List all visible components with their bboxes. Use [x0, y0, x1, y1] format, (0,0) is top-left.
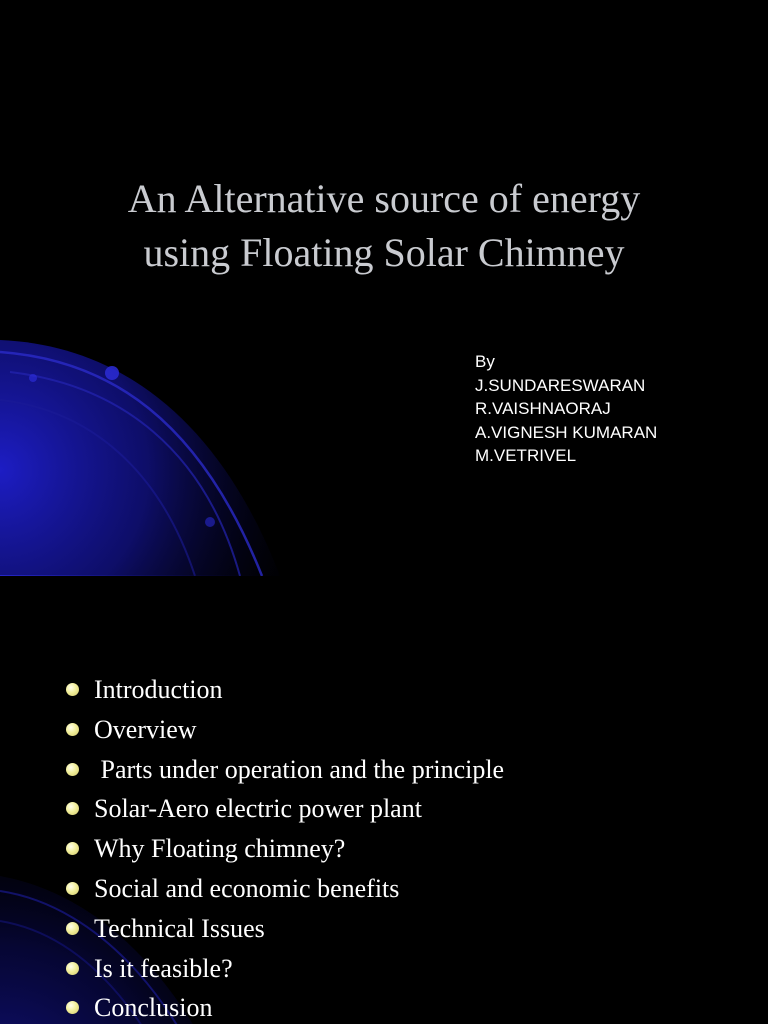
presentation-title — [40, 172, 728, 280]
list-item: Technical Issues — [66, 911, 504, 951]
byline: By — [475, 352, 495, 371]
bullet-icon — [66, 802, 79, 815]
list-item: Introduction — [66, 672, 504, 712]
bullet-icon — [66, 882, 79, 895]
list-item: Why Floating chimney? — [66, 831, 504, 871]
bullet-icon — [66, 1001, 79, 1014]
list-item: Conclusion — [66, 990, 504, 1024]
bullet-icon — [66, 922, 79, 935]
author-name: M.VETRIVEL — [475, 446, 577, 465]
title-line-2: using Floating Solar Chimney — [143, 230, 625, 275]
bullet-icon — [66, 683, 79, 696]
list-item: Solar-Aero electric power plant — [66, 791, 504, 831]
outline-list — [66, 672, 504, 1024]
bullet-icon — [66, 842, 79, 855]
title-line-1: An Alternative source of energy — [127, 176, 641, 221]
list-item: Parts under operation and the principle — [66, 752, 504, 792]
author-name: R.VAISHNAORAJ — [475, 399, 611, 418]
author-name: A.VIGNESH KUMARAN — [475, 422, 658, 442]
author-list — [475, 350, 657, 468]
bullet-icon — [66, 723, 79, 736]
author-name: J.SUNDARESWARAN — [475, 375, 646, 395]
list-item: Social and economic benefits — [66, 871, 504, 911]
bullet-icon — [66, 763, 79, 776]
list-item: Overview — [66, 712, 504, 752]
list-item: Is it feasible? — [66, 951, 504, 991]
bullet-icon — [66, 962, 79, 975]
